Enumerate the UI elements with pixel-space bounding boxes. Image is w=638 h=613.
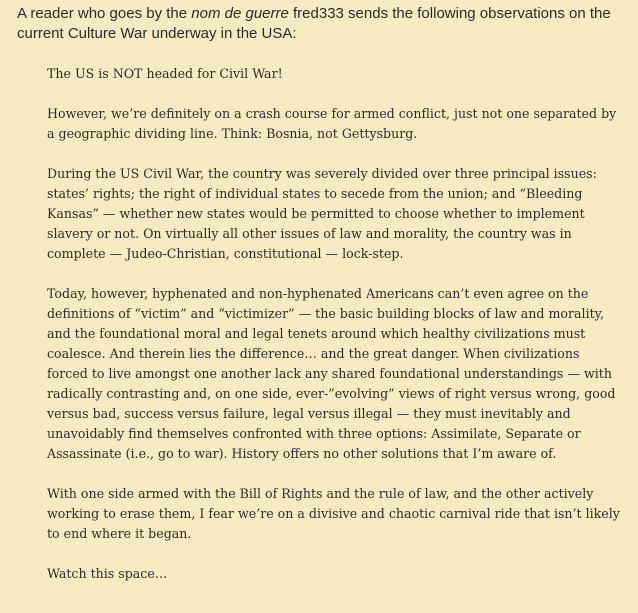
- intro-alias-phrase: nom de guerre: [191, 5, 289, 22]
- intro-text-after: fred333 sends the following observations on the current Culture War underway in the USA:: [17, 5, 611, 42]
- quote-paragraph-2: However, we’re definitely on a crash course for armed conflict, just not one separated by a geographic dividing line. Think: Bosnia, not Gettysburg.: [47, 106, 617, 141]
- reader-quote: [47, 64, 622, 604]
- intro-paragraph: [17, 4, 629, 44]
- quote-paragraph-1: The US is NOT headed for Civil War!: [47, 66, 283, 81]
- intro-text-before: A reader who goes by the: [17, 5, 192, 22]
- quote-paragraph-3: During the US Civil War, the country was severely divided over three principal issues: states’ rights; the right of individual states to secede from the union; and “Bleeding Kansas” — whether new states would be permitted to choose whether to implement slavery or not. On virtually all other issues of law and morality, the country was in complete — Judeo-Christian, constitutional — lock-step.: [47, 166, 597, 261]
- quote-paragraph-6: Watch this space…: [47, 566, 168, 581]
- quote-paragraph-4: Today, however, hyphenated and non-hyphenated Americans can’t even agree on the definitions of “victim” and “victimizer” — the basic building blocks of law and morality, and the foundational moral and legal tenets around which healthy civilizations must coalesce. And therein lies the difference… and the great danger. When civilizations forced to live amongst one another lack any shared foundational understandings — with radically contrasting and, on one side, ever-”evolving” views of right versus wrong, good versus bad, success versus failure, legal versus illegal — they must inevitably and unavoidably find themselves confronted with three options: Assimilate, Separate or Assassinate (i.e., go to war). History offers no other solutions that I’m aware of.: [47, 286, 616, 461]
- quote-paragraph-5: With one side armed with the Bill of Rights and the rule of law, and the other actively working to erase them, I fear we’re on a divisive and chaotic carnival ride that isn’t likely to end where it began.: [47, 486, 620, 541]
